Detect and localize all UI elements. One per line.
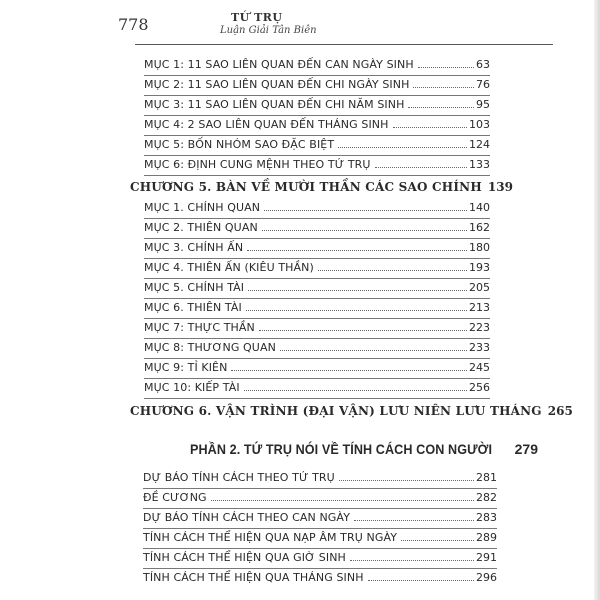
entry-rule [143,488,497,489]
toc-entry-label: MỤC 3. CHÍNH ẤN [144,241,244,254]
entry-rule [144,278,490,279]
dot-leader [231,370,467,371]
entry-rule [144,358,490,359]
page-edge-shadow [594,0,600,600]
dot-leader [354,520,474,521]
toc-entry-label: MỤC 8: THƯƠNG QUAN [144,341,276,354]
toc-entry-label: MỤC 3: 11 SAO LIÊN QUAN ĐẾN CHI NĂM SINH [144,98,405,111]
toc-entry-page: 63 [476,58,490,71]
toc-entry [144,98,490,112]
running-subtitle: Luận Giải Tân Biên [220,25,317,36]
toc-entry [143,551,497,565]
chapter-title: CHƯƠNG 6. VẬN TRÌNH (ĐẠI VẬN) LƯU NIÊN LƯU THÁNG [130,404,542,418]
toc-entry [144,281,490,295]
page-number: 778 [118,15,149,34]
toc-entry-page: 205 [469,281,490,294]
toc-entry-page: 103 [469,118,490,131]
toc-entry-page: 256 [469,381,490,394]
entry-rule [144,218,490,219]
toc-entry [144,158,490,172]
toc-entry-page: 289 [476,531,497,544]
toc-entry [143,571,497,585]
entry-rule [143,548,497,549]
part-title: PHẦN 2. TỨ TRỤ NÓI VỀ TÍNH CÁCH CON NGƯỜI [190,441,493,457]
dot-leader [318,270,467,271]
dot-leader [259,330,467,331]
toc-entry [144,58,490,72]
toc-entry [144,78,490,92]
toc-entry-page: 193 [469,261,490,274]
dot-leader [368,580,474,581]
toc-entry-page: 180 [469,241,490,254]
toc-entry [144,201,490,215]
toc-entry [144,241,490,255]
toc-entry-page: 162 [469,221,490,234]
dot-leader [211,500,474,501]
toc-entry-page: 281 [476,471,497,484]
toc-entry-label: TÍNH CÁCH THỂ HIỆN QUA THÁNG SINH [143,571,364,584]
toc-entry-page: 233 [469,341,490,354]
toc-entry-label: MỤC 2. THIÊN QUAN [144,221,258,234]
dot-leader [339,480,474,481]
toc-entry-label: MỤC 1: 11 SAO LIÊN QUAN ĐẾN CAN NGÀY SINH [144,58,414,71]
toc-entry-page: 124 [469,138,490,151]
toc-entry-page: 213 [469,301,490,314]
toc-entry-page: 245 [469,361,490,374]
toc-entry [144,381,490,395]
entry-rule [144,155,490,156]
dot-leader [338,147,467,148]
dot-leader [246,310,467,311]
entry-rule [144,238,490,239]
header-rule [135,44,553,45]
toc-entry-label: MỤC 7: THỰC THẦN [144,321,255,334]
toc-entry [143,531,497,545]
dot-leader [418,67,474,68]
entry-rule [144,298,490,299]
dot-leader [264,210,467,211]
entry-rule [144,135,490,136]
toc-entry-label: MỤC 4. THIÊN ẤN (KIÊU THẦN) [144,261,314,274]
entry-rule [144,338,490,339]
entry-rule [144,318,490,319]
dot-leader [280,350,467,351]
dot-leader [262,230,467,231]
dot-leader [413,87,474,88]
toc-chapter-6 [130,404,573,420]
toc-entry-label: TÍNH CÁCH THỂ HIỆN QUA GIỜ SINH [143,551,346,564]
toc-entry-page: 283 [476,511,497,524]
toc-entry [144,341,490,355]
entry-rule [143,508,497,509]
entry-rule [144,398,490,399]
chapter-page: 139 [487,180,513,194]
dot-leader [408,107,474,108]
toc-entry-label: DỰ BÁO TÍNH CÁCH THEO CAN NGÀY [143,511,351,524]
dot-leader [244,390,467,391]
toc-entry [144,301,490,315]
toc-entry-label: MỤC 1. CHÍNH QUAN [144,201,261,214]
toc-entry-page: 76 [476,78,490,91]
dot-leader [247,250,467,251]
toc-entry-label: MỤC 5. CHÍNH TÀI [144,281,245,294]
dot-leader [393,127,468,128]
chapter-page: 265 [547,404,573,418]
dot-leader [401,540,474,541]
toc-entry-label: DỰ BÁO TÍNH CÁCH THEO TỨ TRỤ [143,471,335,484]
toc-part-2 [190,441,538,459]
toc-entry-label: MỤC 6: ĐỊNH CUNG MỆNH THEO TỨ TRỤ [144,158,371,171]
toc-entry-label: TÍNH CÁCH THỂ HIỆN QUA NẠP ÂM TRỤ NGÀY [143,531,398,544]
toc-entry [144,138,490,152]
toc-entry-page: 282 [476,491,497,504]
chapter-title: CHƯƠNG 5. BÀN VỀ MƯỜI THẦN CÁC SAO CHÍNH [130,180,482,194]
toc-entry-page: 95 [476,98,490,111]
toc-entry [144,321,490,335]
dot-leader [350,560,474,561]
toc-entry [144,221,490,235]
running-title: TỨ TRỤ [231,11,283,24]
dot-leader [248,290,467,291]
page-header [118,6,548,48]
toc-entry-label: MỤC 10: KIẾP TÀI [144,381,240,394]
toc-entry-page: 296 [476,571,497,584]
dot-leader [375,167,467,168]
toc-entry-label: MỤC 6. THIÊN TÀI [144,301,242,314]
entry-rule [144,258,490,259]
toc-entry [144,361,490,375]
entry-rule [143,528,497,529]
toc-entry [143,491,497,505]
toc-entry [143,471,497,485]
toc-entry-page: 133 [469,158,490,171]
toc-entry-label: MỤC 2: 11 SAO LIÊN QUAN ĐẾN CHI NGÀY SINH [144,78,410,91]
toc-entry [144,118,490,132]
entry-rule [144,95,490,96]
toc-entry-label: MỤC 4: 2 SAO LIÊN QUAN ĐẾN THÁNG SINH [144,118,389,131]
part-page: 279 [514,441,538,457]
toc-entry-page: 140 [469,201,490,214]
toc-entry-label: MỤC 9: TỈ KIÊN [144,361,228,374]
toc-entry-label: ĐỀ CƯƠNG [143,491,207,504]
entry-rule [144,75,490,76]
toc-entry-page: 223 [469,321,490,334]
toc-entry-page: 291 [476,551,497,564]
entry-rule [144,115,490,116]
toc-entry [143,511,497,525]
toc-chapter-5 [130,180,513,196]
entry-rule [143,568,497,569]
entry-rule [144,175,490,176]
toc-entry [144,261,490,275]
toc-entry-label: MỤC 5: BỐN NHÓM SAO ĐẶC BIỆT [144,138,335,151]
entry-rule [144,378,490,379]
